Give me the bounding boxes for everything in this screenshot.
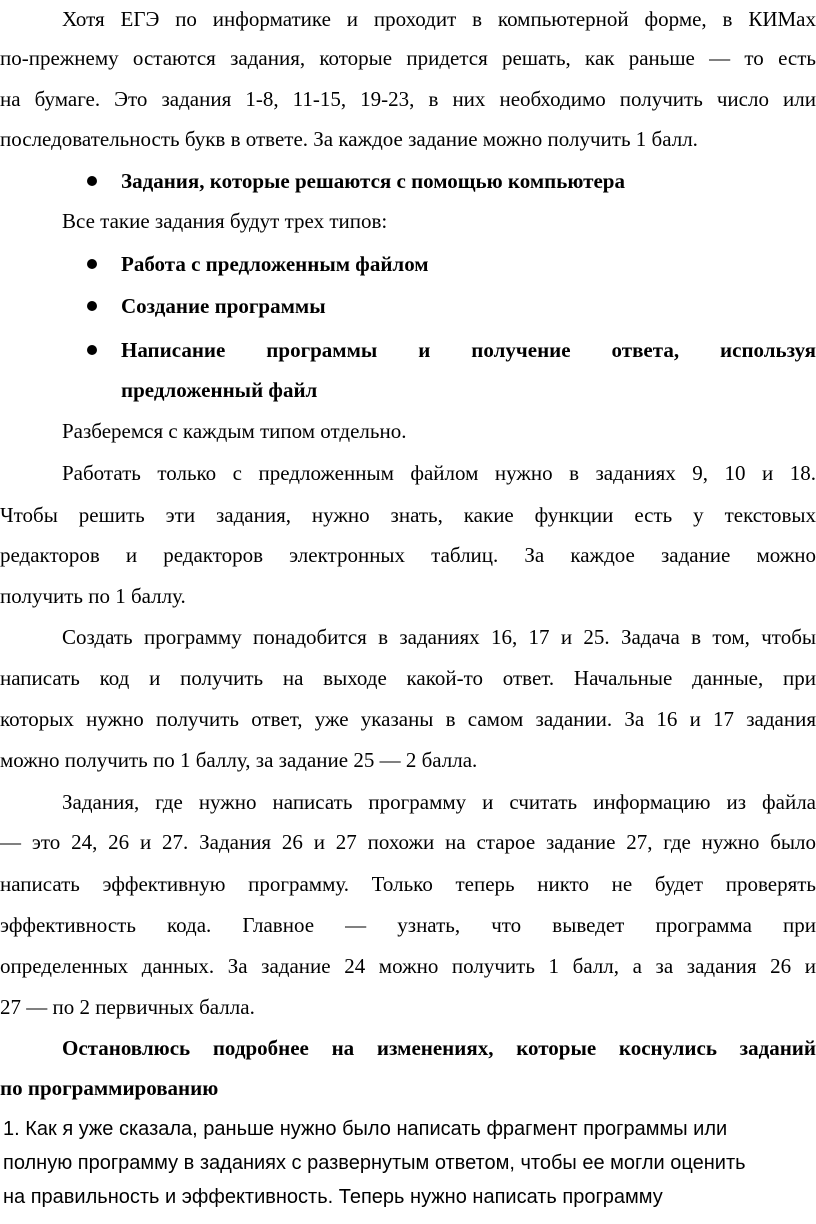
changes-heading-line-1: Остановлюсь подробнее на изменениях, которые коснулись заданий (62, 1036, 816, 1060)
bullet-icon (87, 345, 97, 355)
program-tasks-line-3: которых нужно получить ответ, уже указаны в самом задании. За 16 и 17 задания (0, 707, 816, 731)
file-program-tasks-line-1: Задания, где нужно написать программу и считать информацию из файла (62, 790, 816, 814)
point1-line-3: на правильность и эффективность. Теперь нужно написать программу (3, 1186, 663, 1208)
task-type-3-line-1: Написание программы и получение ответа, используя (121, 338, 816, 362)
bullet-icon (87, 301, 97, 311)
program-tasks-line-1: Создать программу понадобится в заданиях 16, 17 и 25. Задача в том, чтобы (62, 625, 816, 649)
intro-line-1: Хотя ЕГЭ по информатике и проходит в компьютерной форме, в КИМах (62, 7, 816, 31)
file-program-tasks-line-2: — это 24, 26 и 27. Задания 26 и 27 похожи на старое задание 27, где нужно было (0, 830, 816, 854)
task-type-3-line-2: предложенный файл (121, 378, 318, 402)
file-program-tasks-line-5: определенных данных. За задание 24 можно получить 1 балл, а за задания 26 и (0, 954, 816, 978)
point1-line-1: 1. Как я уже сказала, раньше нужно было написать фрагмент программы или (3, 1118, 728, 1140)
intro-line-4: последовательность букв в ответе. За каждое задание можно получить 1 балл. (0, 127, 698, 151)
file-tasks-line-4: получить по 1 баллу. (0, 584, 186, 608)
file-program-tasks-line-4: эффективность кода. Главное — узнать, что выведет программа при (0, 913, 816, 937)
file-program-tasks-line-6: 27 — по 2 первичных балла. (0, 995, 255, 1019)
changes-heading-line-2: по программированию (0, 1076, 219, 1100)
bullet-icon (87, 176, 97, 186)
task-type-1: Работа с предложенным файлом (121, 252, 429, 276)
file-tasks-line-3: редакторов и редакторов электронных таблиц. За каждое задание можно (0, 543, 816, 567)
file-program-tasks-line-3: написать эффективную программу. Только теперь никто не будет проверять (0, 872, 816, 896)
point1-line-2: полную программу в заданиях с развернутым ответом, чтобы ее могли оценить (3, 1152, 746, 1174)
bullet-icon (87, 259, 97, 269)
file-tasks-line-2: Чтобы решить эти задания, нужно знать, какие функции есть у текстовых (0, 503, 816, 527)
task-type-2: Создание программы (121, 294, 326, 318)
types-intro: Все такие задания будут трех типов: (62, 209, 388, 233)
each-type-text: Разберемся с каждым типом отдельно. (62, 419, 407, 443)
computer-tasks-heading: Задания, которые решаются с помощью компьютера (121, 169, 625, 193)
intro-line-3: на бумаге. Это задания 1-8, 11-15, 19-23, в них необходимо получить число или (0, 87, 816, 111)
file-tasks-line-1: Работать только с предложенным файлом нужно в заданиях 9, 10 и 18. (62, 461, 816, 485)
program-tasks-line-2: написать код и получить на выходе какой-то ответ. Начальные данные, при (0, 666, 816, 690)
program-tasks-line-4: можно получить по 1 баллу, за задание 25 — 2 балла. (0, 748, 478, 772)
intro-line-2: по-прежнему остаются задания, которые придется решать, как раньше — то есть (0, 46, 816, 70)
